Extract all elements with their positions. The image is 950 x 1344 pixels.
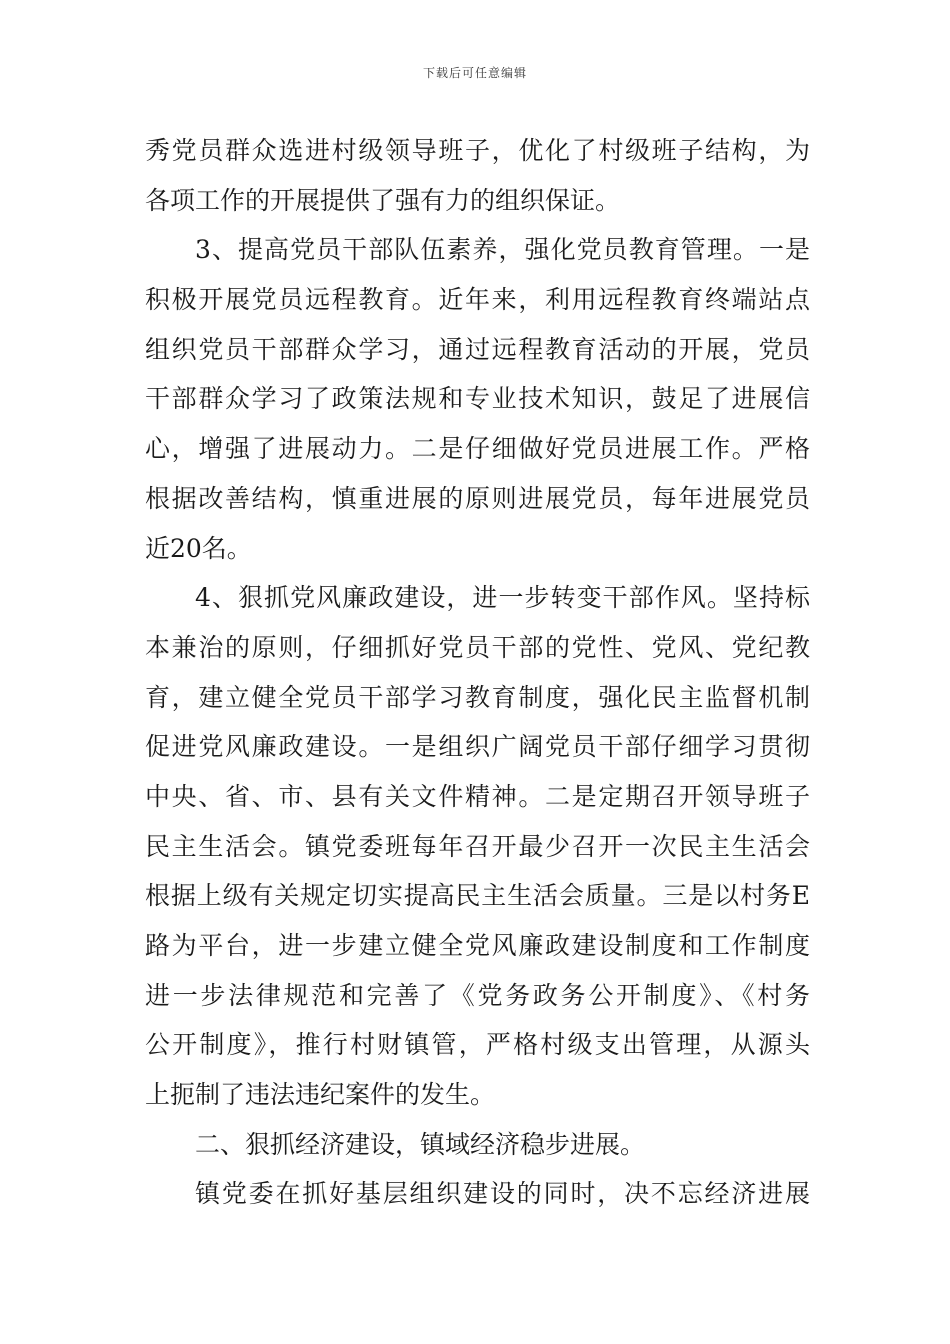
text-line: 4、狠抓党风廉政建设，进一步转变干部作风。坚持标 <box>195 583 810 613</box>
text-line: 秀党员群众选进村级领导班子，优化了村级班子结构，为 <box>145 136 810 165</box>
text-line: 镇党委在抓好基层组织建设的同时，决不忘经济进展 <box>195 1179 810 1209</box>
text-line: 中央、省、市、县有关文件精神。二是定期召开领导班子 <box>145 781 810 811</box>
text-line: 本兼治的原则，仔细抓好党员干部的党性、党风、党纪教 <box>145 632 810 662</box>
document-body <box>145 126 810 1219</box>
text-line: 3、提高党员干部队伍素养，强化党员教育管理。一是 <box>195 235 810 265</box>
page-header-note: 下载后可任意编辑 <box>422 66 527 80</box>
text-line: 公开制度》，推行村财镇管，严格村级支出管理，从源头 <box>145 1030 810 1060</box>
text-line: 进一步法律规范和完善了《党务政务公开制度》、《村务 <box>145 980 810 1010</box>
text-line: 上扼制了违法违纪案件的发生。 <box>145 1080 496 1110</box>
text-line: 组织党员干部群众学习，通过远程教育活动的开展，党员 <box>145 334 810 364</box>
text-line: 育，建立健全党员干部学习教育制度，强化民主监督机制 <box>145 682 810 712</box>
text-line: 根据改善结构，慎重进展的原则进展党员，每年进展党员 <box>145 483 810 513</box>
text-line: 路为平台，进一步建立健全党风廉政建设制度和工作制度 <box>145 931 810 960</box>
text-line: 干部群众学习了政策法规和专业技术知识，鼓足了进展信 <box>145 384 810 414</box>
text-line: 促进党风廉政建设。一是组织广阔党员干部仔细学习贯彻 <box>145 732 810 762</box>
text-line: 积极开展党员远程教育。近年来，利用远程教育终端站点 <box>145 285 810 315</box>
text-line: 近20名。 <box>145 533 252 563</box>
text-line: 民主生活会。镇党委班每年召开最少召开一次民主生活会 <box>145 831 810 861</box>
text-line: 心，增强了进展动力。二是仔细做好党员进展工作。严格 <box>145 434 810 464</box>
text-line: 二、狠抓经济建设，镇域经济稳步进展。 <box>195 1129 646 1159</box>
text-line: 各项工作的开展提供了强有力的组织保证。 <box>145 185 621 215</box>
text-line: 根据上级有关规定切实提高民主生活会质量。三是以村务E <box>145 881 810 911</box>
